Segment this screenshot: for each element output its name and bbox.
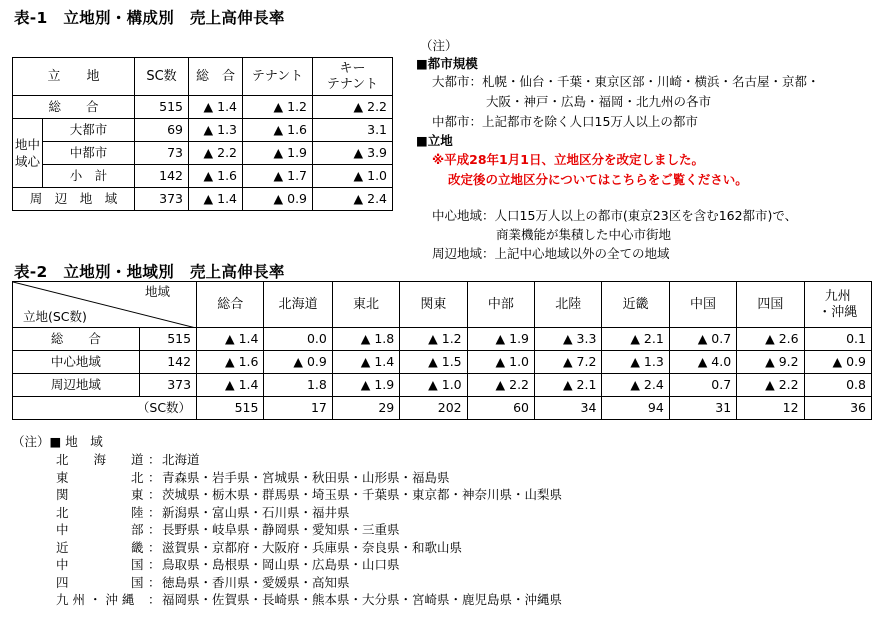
table2-row: [13, 351, 872, 374]
key-tenant-value: ▲ 2.4: [313, 188, 393, 211]
table2-title: 表-2 立地別・地域別 売上高伸長率: [14, 263, 285, 281]
col-header-chubu: 中部: [467, 282, 534, 328]
region-row: [56, 574, 350, 591]
region-name: 四 国: [56, 574, 144, 590]
sc-count: 515: [139, 328, 196, 351]
tenant-value: ▲ 0.9: [243, 188, 313, 211]
kyushu-label: 九州: [824, 288, 851, 304]
col-header-kinki: 近畿: [602, 282, 669, 328]
region-separator: ：: [148, 592, 161, 607]
growth-value: 0.8: [804, 374, 871, 397]
col-header-hokuriku: 北陸: [535, 282, 602, 328]
table1-header-key-tenant: [313, 58, 393, 96]
growth-value: ▲ 2.6: [737, 328, 804, 351]
region-prefectures: 滋賀県・京都府・大阪府・兵庫県・奈良県・和歌山県: [162, 539, 463, 555]
growth-value: ▲ 2.2: [467, 374, 534, 397]
col-header-kyushu-okinawa: [804, 282, 871, 328]
growth-value: ▲ 0.9: [264, 351, 332, 374]
tenant-value: ▲ 1.9: [243, 142, 313, 165]
region-name: 関 東: [56, 487, 144, 502]
region-separator: ：: [148, 487, 161, 502]
growth-value: ▲ 1.5: [400, 351, 467, 374]
key-tenant-value: ▲ 2.2: [313, 96, 393, 119]
sc-count: 73: [135, 142, 189, 165]
sc-count: 31: [669, 397, 736, 420]
sc-count: 142: [135, 165, 189, 188]
sc-count: 373: [139, 374, 196, 397]
region-separator: ：: [148, 469, 161, 485]
region-separator: ：: [148, 574, 161, 590]
region-name: 九 州 ・ 沖 縄: [56, 592, 135, 607]
growth-value: ▲ 1.6: [197, 351, 264, 374]
table1-header-row: [13, 58, 393, 96]
periphery-note: 周辺地域：上記中心地域以外の全ての地域: [432, 246, 670, 261]
table2-count-row: [13, 397, 872, 420]
growth-value: ▲ 2.4: [602, 374, 669, 397]
region-separator: ：: [148, 557, 161, 572]
col-header-kanto: 関東: [400, 282, 467, 328]
corner-label-location: 立地(SC数): [23, 309, 87, 324]
table1: [12, 57, 393, 211]
region-row: [56, 504, 350, 521]
region-prefectures: 新潟県・富山県・石川県・福井県: [162, 504, 350, 520]
region-name: 中 部: [56, 522, 144, 537]
tenant-value: ▲ 1.2: [243, 96, 313, 119]
total-value: ▲ 1.4: [189, 96, 243, 119]
growth-value: ▲ 0.7: [669, 328, 736, 351]
big-city-note-line1: 大都市：札幌・仙台・千葉・東京区部・川崎・横浜・名古屋・京都・: [432, 74, 820, 89]
region-row: [56, 451, 200, 468]
center-area-note-line2: 商業機能が集積した中心市街地: [496, 227, 672, 242]
sc-count: 515: [197, 397, 264, 420]
growth-value: ▲ 1.0: [400, 374, 467, 397]
tenant-value: ▲ 1.6: [243, 119, 313, 142]
row-label: 大都市: [43, 119, 135, 142]
region-prefectures: 長野県・岐阜県・静岡県・愛知県・三重県: [162, 522, 400, 537]
total-value: ▲ 1.6: [189, 165, 243, 188]
sc-count: 60: [467, 397, 534, 420]
key-tenant-line2: テナント: [326, 76, 379, 92]
sc-count: 17: [264, 397, 332, 420]
growth-value: ▲ 0.9: [804, 351, 871, 374]
table2: [12, 281, 872, 420]
region-row: [56, 591, 562, 608]
sc-count: 36: [804, 397, 871, 420]
key-tenant-value: ▲ 1.0: [313, 165, 393, 188]
okinawa-label: ・沖縄: [818, 304, 858, 320]
region-separator: ：: [148, 452, 161, 467]
notes-head: （注）: [420, 38, 458, 53]
region-notes-head: （注）■ 地 域: [12, 434, 103, 449]
key-tenant-value: ▲ 3.9: [313, 142, 393, 165]
count-row-label: （SC数）: [13, 397, 197, 420]
row-label: 総 合: [13, 96, 135, 119]
growth-value: ▲ 1.3: [602, 351, 669, 374]
growth-value: ▲ 1.4: [197, 374, 264, 397]
col-header-tohoku: 東北: [332, 282, 399, 328]
region-row: [56, 556, 400, 573]
growth-value: ▲ 4.0: [669, 351, 736, 374]
row-label: 中心地域: [13, 351, 140, 374]
tenant-value: ▲ 1.7: [243, 165, 313, 188]
revision-notice-link[interactable]: 改定後の立地区分についてはこちらをご覧ください。: [448, 172, 748, 187]
region-row: [56, 539, 462, 556]
growth-value: ▲ 1.4: [332, 351, 399, 374]
row-label: 中都市: [43, 142, 135, 165]
table1-row-periphery: [13, 188, 393, 211]
city-scale-heading: ■都市規模: [416, 56, 478, 71]
mid-city-note: 中都市：上記都市を除く人口15万人以上の都市: [432, 114, 698, 129]
region-name: 北 陸: [56, 504, 144, 520]
total-value: ▲ 1.4: [189, 188, 243, 211]
region-prefectures: 茨城県・栃木県・群馬県・埼玉県・千葉県・東京都・神奈川県・山梨県: [162, 487, 563, 502]
sc-count: 202: [400, 397, 467, 420]
location-heading: ■立地: [416, 133, 453, 148]
region-prefectures: 福岡県・佐賀県・長崎県・熊本県・大分県・宮崎県・鹿児島県・沖縄県: [162, 592, 563, 607]
region-name: 北 海 道: [56, 452, 144, 467]
region-row: [56, 521, 400, 538]
table2-body: [13, 328, 872, 420]
row-label: 総 合: [13, 328, 140, 351]
growth-value: ▲ 2.1: [535, 374, 602, 397]
big-city-note-line2: 大阪・神戸・広島・福岡・北九州の各市: [486, 94, 712, 109]
region-prefectures: 青森県・岩手県・宮城県・秋田県・山形県・福島県: [162, 469, 450, 485]
growth-value: 0.0: [264, 328, 332, 351]
table1-header-sc: SC数: [135, 58, 189, 96]
growth-value: ▲ 1.9: [332, 374, 399, 397]
table2-header-row: [13, 282, 872, 328]
growth-value: ▲ 2.1: [602, 328, 669, 351]
table1-title: 表-1 立地別・構成別 売上高伸長率: [14, 9, 285, 27]
table1-header-tenant: テナント: [243, 58, 313, 96]
region-prefectures: 徳島県・香川県・愛媛県・高知県: [162, 574, 350, 590]
region-separator: ：: [148, 522, 161, 537]
table2-corner-cell: [13, 282, 197, 328]
growth-value: ▲ 9.2: [737, 351, 804, 374]
region-separator: ：: [148, 539, 161, 555]
group-label-line2: 域心: [14, 154, 40, 169]
col-header-hokkaido: 北海道: [264, 282, 332, 328]
growth-value: ▲ 7.2: [535, 351, 602, 374]
col-header-shikoku: 四国: [737, 282, 804, 328]
table1-row-large-city: [13, 119, 393, 142]
table1-row-overall: [13, 96, 393, 119]
total-value: ▲ 2.2: [189, 142, 243, 165]
region-name: 東 北: [56, 469, 144, 485]
growth-value: 0.7: [669, 374, 736, 397]
region-separator: ：: [148, 504, 161, 520]
col-header-chugoku: 中国: [669, 282, 736, 328]
table1-row-subtotal: [13, 165, 393, 188]
group-label-central: [13, 119, 43, 188]
sc-count: 69: [135, 119, 189, 142]
total-value: ▲ 1.3: [189, 119, 243, 142]
group-label-line1: 地中: [14, 137, 40, 152]
table1-row-mid-city: [13, 142, 393, 165]
row-label: 小 計: [43, 165, 135, 188]
table2-row: [13, 328, 872, 351]
region-name: 近 畿: [56, 539, 144, 555]
growth-value: ▲ 1.9: [467, 328, 534, 351]
table1-header-total: 総 合: [189, 58, 243, 96]
growth-value: ▲ 1.0: [467, 351, 534, 374]
growth-value: ▲ 1.2: [400, 328, 467, 351]
growth-value: ▲ 2.2: [737, 374, 804, 397]
col-header-total: 総合: [197, 282, 264, 328]
corner-label-region: 地域: [145, 284, 171, 299]
key-tenant-line1: キー: [339, 60, 366, 76]
sc-count: 94: [602, 397, 669, 420]
growth-value: ▲ 3.3: [535, 328, 602, 351]
region-prefectures: 鳥取県・島根県・岡山県・広島県・山口県: [162, 557, 400, 572]
region-prefectures: 北海道: [162, 452, 200, 467]
sc-count: 515: [135, 96, 189, 119]
row-label: 周辺地域: [13, 374, 140, 397]
sc-count: 142: [139, 351, 196, 374]
row-label: 周 辺 地 域: [13, 188, 135, 211]
revision-notice-line1: ※平成28年1月1日、立地区分を改定しました。: [432, 152, 704, 167]
growth-value: ▲ 1.4: [197, 328, 264, 351]
growth-value: ▲ 1.8: [332, 328, 399, 351]
region-row: [56, 486, 562, 503]
key-tenant-value: 3.1: [313, 119, 393, 142]
growth-value: 0.1: [804, 328, 871, 351]
center-area-note-line1: 中心地域：人口15万人以上の都市(東京23区を含む162都市)で、: [432, 208, 798, 223]
sc-count: 12: [737, 397, 804, 420]
sc-count: 34: [535, 397, 602, 420]
region-name: 中 国: [56, 557, 144, 572]
table1-header-location: 立 地: [13, 58, 135, 96]
sc-count: 29: [332, 397, 399, 420]
table2-row: [13, 374, 872, 397]
region-row: [56, 469, 450, 486]
sc-count: 373: [135, 188, 189, 211]
growth-value: 1.8: [264, 374, 332, 397]
